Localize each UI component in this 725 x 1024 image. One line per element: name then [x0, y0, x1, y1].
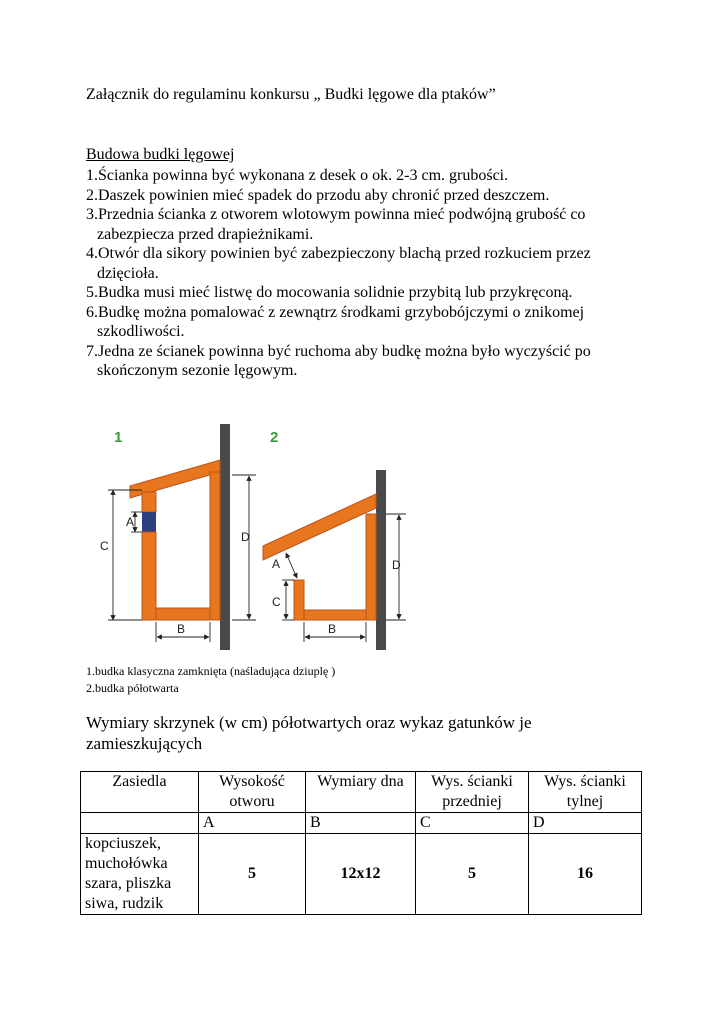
- value-c: 5: [416, 834, 529, 915]
- diagram-2: [263, 429, 406, 650]
- value-b: 12x12: [306, 834, 416, 915]
- table-row: [81, 834, 642, 915]
- rule-item: 2.Daszek powinien mieć spadek do przodu aby chronić przed deszczem.: [86, 186, 550, 204]
- letter-a: A: [199, 813, 306, 834]
- header-species: Zasiedla: [81, 772, 199, 813]
- section-title: Budowa budki lęgowej: [86, 146, 235, 163]
- letter-d: D: [529, 813, 642, 834]
- front-wall-bottom-1: [142, 532, 156, 620]
- back-wall-1: [210, 472, 220, 620]
- floor-1: [156, 608, 210, 620]
- mounting-post-2: [376, 470, 386, 650]
- rule-item: 3.Przednia ścianka z otworem wlotowym powinna mieć podwójną grubość co zabezpiecza przed drapieżnikami.: [86, 206, 586, 243]
- label-d-1: D: [241, 530, 250, 544]
- header-back-wall-height: Wys. ścianki tylnej: [529, 772, 642, 813]
- roof-2: [263, 494, 376, 560]
- entrance-plate-1: [142, 512, 156, 532]
- rule-item: 7.Jedna ze ścianek powinna być ruchoma aby budkę można było wyczyścić po skończonym sezonie lęgowym.: [86, 342, 591, 379]
- rules-list: [86, 166, 646, 381]
- header-hole-height: Wysokość otworu: [199, 772, 306, 813]
- letter-empty-cell: [81, 813, 199, 834]
- label-a-1: A: [126, 515, 135, 529]
- mounting-post-1: [220, 424, 230, 650]
- birdhouse-figure: [86, 420, 646, 660]
- label-c-1: C: [100, 539, 109, 553]
- back-wall-2: [366, 514, 376, 620]
- diagram-2-number: 2: [270, 429, 279, 446]
- page-header: Załącznik do regulaminu konkursu „ Budki lęgowe dla ptaków”: [86, 86, 496, 103]
- value-a: 5: [199, 834, 306, 915]
- front-wall-2: [294, 580, 304, 620]
- table-letter-row: [81, 813, 642, 834]
- species-cell: kopciuszek, muchołówka szara, pliszka siwa, rudzik: [81, 834, 199, 915]
- floor-2: [304, 610, 366, 620]
- diagram-1: [100, 424, 256, 650]
- birdhouse-diagrams: [86, 420, 646, 660]
- label-d-2: D: [392, 558, 401, 572]
- rule-item: 4.Otwór dla sikory powinien być zabezpieczony blachą przed rozkuciem przez dzięcioła.: [86, 245, 591, 282]
- caption-2: 2.budka półotwarta: [86, 681, 179, 695]
- front-wall-top-1: [142, 492, 156, 512]
- caption-1: 1.budka klasyczna zamknięta (naśladująca dziuplę ): [86, 664, 336, 678]
- dimensions-table: [80, 771, 642, 915]
- dimensions-title: Wymiary skrzynek (w cm) półotwartych oraz wykaz gatunków je zamieszkujących: [86, 713, 532, 753]
- diagram-1-number: 1: [114, 429, 123, 446]
- header-floor-size: Wymiary dna: [306, 772, 416, 813]
- rule-item: 6.Budkę można pomalować z zewnątrz środkami grzybobójczymi o znikomej szkodliwości.: [86, 303, 585, 340]
- letter-c: C: [416, 813, 529, 834]
- label-c-2: C: [272, 595, 281, 609]
- table-header-row: [81, 772, 642, 813]
- value-d: 16: [529, 834, 642, 915]
- label-b-1: B: [177, 622, 186, 636]
- label-a-2: A: [272, 557, 281, 571]
- rule-item: 1.Ścianka powinna być wykonana z desek o ok. 2-3 cm. grubości.: [86, 167, 509, 184]
- dim-line-a-2: [286, 553, 297, 578]
- rule-item: 5.Budka musi mieć listwę do mocowania solidnie przybitą lub przykręconą.: [86, 284, 573, 301]
- letter-b: B: [306, 813, 416, 834]
- label-b-2: B: [328, 622, 337, 636]
- header-front-wall-height: Wys. ścianki przedniej: [416, 772, 529, 813]
